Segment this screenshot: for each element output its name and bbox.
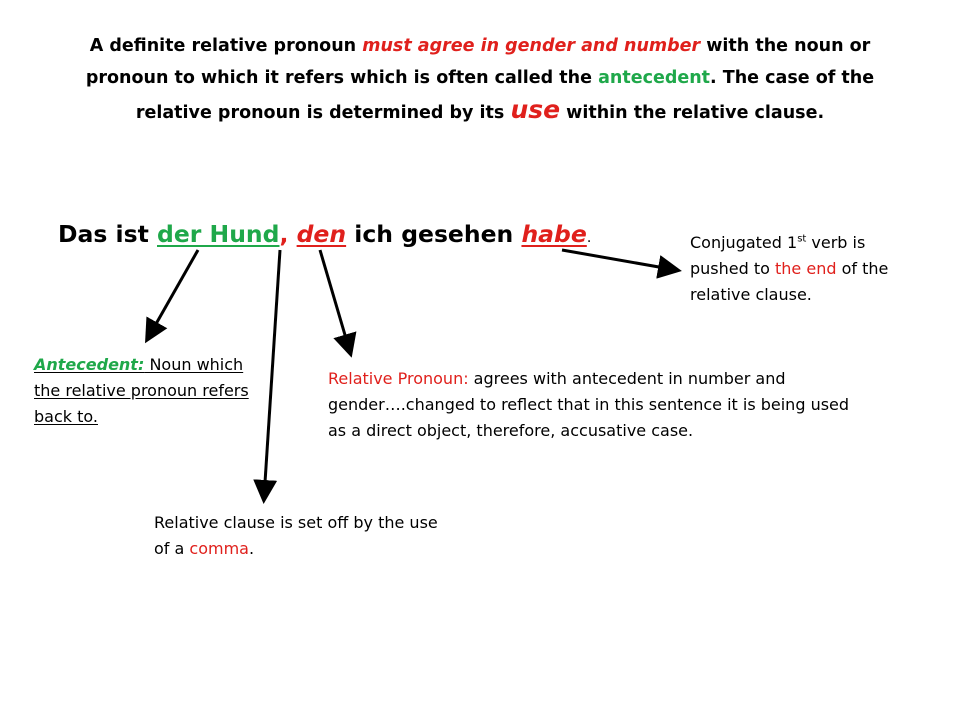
note-antecedent-text: Noun which the relative pronoun refers back to.: [34, 355, 249, 426]
intro-text-1: A definite relative pronoun: [89, 36, 363, 56]
note-pronoun-text: agrees with antecedent in number and gender….changed to reflect that in this sentence it is being used as a direct object, therefore, accusative case.: [328, 369, 850, 440]
note-verb-text-1: Conjugated 1: [690, 233, 798, 252]
note-verb-highlight: the end: [775, 259, 837, 278]
sentence-comma: ,: [279, 220, 289, 248]
note-comma-text-1: Relative clause is set off by the use of a: [154, 513, 438, 558]
sentence-start: Das ist: [58, 220, 157, 248]
intro-text-3: . The case of the relative pronoun is determined by its: [135, 68, 875, 123]
arrow-to-comma-note: [264, 250, 280, 498]
arrow-to-antecedent-note: [148, 250, 198, 338]
note-antecedent-label: Antecedent:: [34, 355, 145, 374]
note-comma-highlight: comma: [189, 539, 249, 558]
note-verb-text-2: verb is pushed to: [690, 233, 866, 278]
intro-text-4: within the relative clause.: [560, 103, 825, 123]
note-pronoun-label: Relative Pronoun:: [328, 369, 469, 388]
arrow-to-pronoun-note: [320, 250, 350, 352]
note-comma-text-2: .: [248, 539, 255, 558]
sentence-verb: habe: [521, 220, 587, 248]
sentence-period: .: [586, 230, 592, 246]
intro-text-2: with the noun or pronoun to which it refers which is often called the: [85, 36, 871, 88]
intro-emphasis-use: use: [510, 95, 561, 124]
intro-emphasis-agree: must agree in gender and number: [362, 36, 701, 56]
note-verb-text-3: of the relative clause.: [690, 259, 889, 304]
sentence-relative-pronoun: den: [296, 220, 347, 248]
note-verb-superscript: st: [797, 233, 807, 245]
sentence-middle: ich gesehen: [346, 220, 522, 248]
arrow-to-verb-note: [562, 250, 676, 270]
intro-antecedent-term: antecedent: [598, 68, 711, 88]
sentence-antecedent: der Hund: [157, 220, 280, 248]
